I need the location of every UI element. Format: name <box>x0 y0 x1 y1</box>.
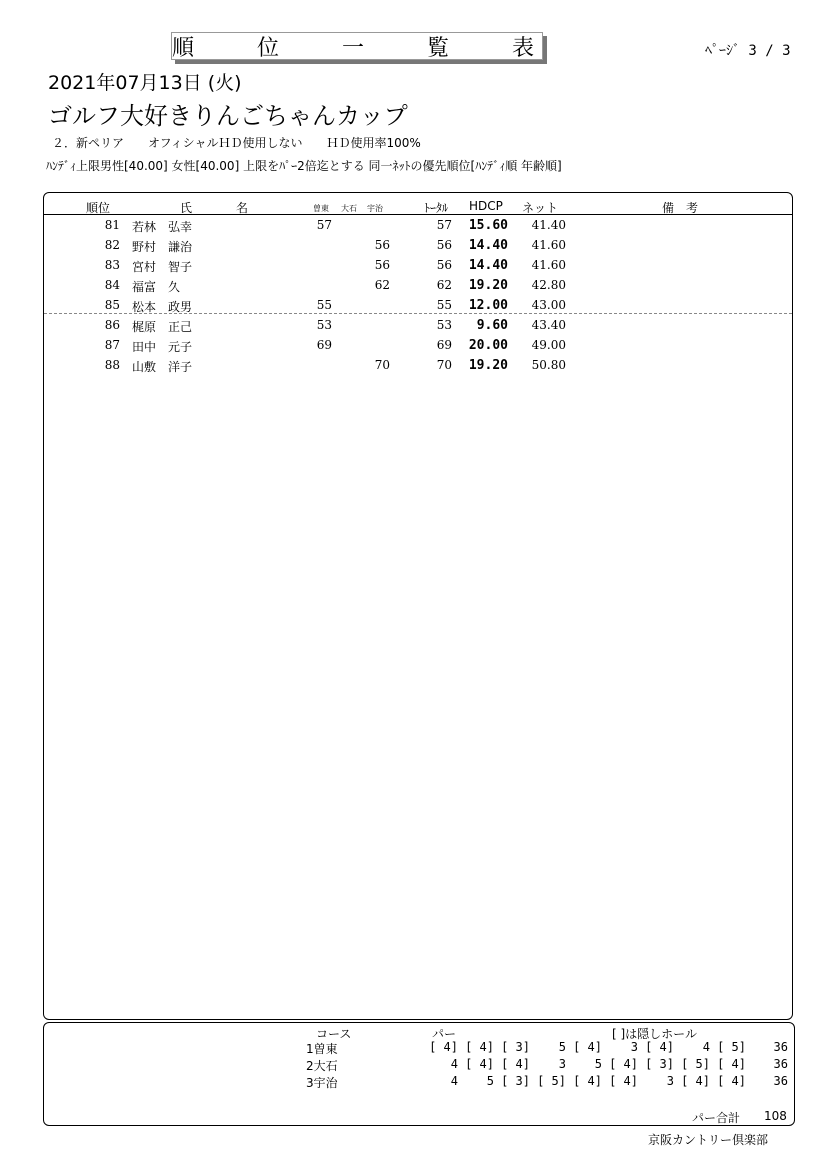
par-total-value: 108 <box>764 1109 787 1123</box>
rank-cell: 86 <box>104 318 120 332</box>
player-name: 野村 謙治 <box>132 240 193 254</box>
hole-par: [ 4] <box>465 1057 494 1071</box>
hdcp-cell: 9.60 <box>476 318 508 333</box>
hole-par: [ 3] <box>501 1040 530 1054</box>
results-table <box>43 192 793 1020</box>
hole-par: 3 <box>558 1057 566 1071</box>
hole-par: 4 <box>450 1074 458 1088</box>
player-name: 梶原 正己 <box>132 320 193 334</box>
total-cell: 55 <box>436 298 452 312</box>
group-divider <box>44 313 792 314</box>
hdcp-cell: 14.40 <box>468 238 508 253</box>
hole-par: [ 4] <box>429 1040 458 1054</box>
score-uj: 56 <box>374 238 390 252</box>
hole-par: 5 <box>558 1040 566 1054</box>
hole-par: 4 <box>450 1057 458 1071</box>
total-cell: 53 <box>436 318 452 332</box>
hole-par: [ 4] <box>465 1040 494 1054</box>
table-row <box>44 275 792 295</box>
score-uj: 62 <box>374 278 390 292</box>
club-name: 京阪カントリー倶楽部 <box>648 1133 769 1147</box>
hdcp-cell: 12.00 <box>468 298 508 313</box>
handicap-conditions: ﾊﾝﾃﾞｨ上限男性[40.00] 女性[40.00] 上限をﾊﾟｰ2倍迄とする 同一ﾈｯﾄの優先順位[ﾊﾝﾃﾞｨ順 年齢順] <box>46 159 562 173</box>
competition-name: ゴルフ大好きりんごちゃんカップ <box>48 102 408 130</box>
total-cell: 56 <box>436 238 452 252</box>
player-name: 福富 久 <box>132 280 181 294</box>
hole-par: 5 <box>594 1057 602 1071</box>
hole-par: [ 4] <box>645 1040 674 1054</box>
rank-cell: 88 <box>104 358 120 372</box>
course-name: 1曽東 <box>306 1042 338 1056</box>
hole-par: [ 4] <box>609 1057 638 1071</box>
net-cell: 42.80 <box>531 278 566 292</box>
hole-par: [ 4] <box>573 1074 602 1088</box>
hole-par: [ 5] <box>681 1057 710 1071</box>
hole-par: [ 5] <box>537 1074 566 1088</box>
par-header: パー <box>432 1027 457 1041</box>
rank-cell: 82 <box>104 238 120 252</box>
total-cell: 69 <box>436 338 452 352</box>
table-row <box>44 335 792 355</box>
page-number: ﾍﾟｰｼﾞ 3 / 3 <box>705 43 791 59</box>
hole-par: [ 4] <box>609 1074 638 1088</box>
total-cell: 70 <box>436 358 452 372</box>
player-name: 田中 元子 <box>132 340 193 354</box>
par-total-label: パー合計 <box>692 1111 741 1125</box>
net-cell: 41.60 <box>531 258 566 272</box>
net-cell: 41.40 <box>531 218 566 232</box>
table-row <box>44 215 792 235</box>
hole-par: [ 4] <box>717 1057 746 1071</box>
header-net: ネット <box>522 201 559 215</box>
header-rank: 順位 <box>86 201 111 215</box>
rank-cell: 84 <box>104 278 120 292</box>
scoring-conditions: ２．新ペリア オフィシャルＨＤ使用しない ＨＤ使用率100% <box>52 136 421 150</box>
player-name: 松本 政男 <box>132 300 193 314</box>
player-name: 若林 弘幸 <box>132 220 193 234</box>
hdcp-cell: 19.20 <box>468 278 508 293</box>
score-sg: 69 <box>316 338 332 352</box>
course-name: 2大石 <box>306 1059 338 1073</box>
table-row <box>44 315 792 335</box>
hole-par: [ 4] <box>681 1074 710 1088</box>
header-hdcp: HDCP <box>469 199 503 213</box>
score-sg: 57 <box>316 218 332 232</box>
net-cell: 49.00 <box>531 338 566 352</box>
hole-par: [ 5] <box>717 1040 746 1054</box>
rank-cell: 85 <box>104 298 120 312</box>
document-title: 順 位 一 覧 表 <box>171 32 543 60</box>
course-header: コース <box>316 1027 352 1041</box>
hdcp-cell: 20.00 <box>468 338 508 353</box>
rank-cell: 87 <box>104 338 120 352</box>
net-cell: 50.80 <box>531 358 566 372</box>
hole-par: [ 4] <box>501 1057 530 1071</box>
hole-par: 3 <box>666 1074 674 1088</box>
table-row <box>44 235 792 255</box>
player-name: 山敷 洋子 <box>132 360 193 374</box>
score-uj: 70 <box>374 358 390 372</box>
header-total: ﾄｰﾀﾙ <box>424 201 449 215</box>
total-cell: 57 <box>436 218 452 232</box>
hole-par: 5 <box>486 1074 494 1088</box>
hole-par: 4 <box>702 1040 710 1054</box>
rank-cell: 81 <box>104 218 120 232</box>
table-row <box>44 355 792 375</box>
score-sg: 55 <box>316 298 332 312</box>
hidden-hole-note: [ ]は隠しホール <box>612 1027 697 1041</box>
course-par-total: 36 <box>773 1040 788 1054</box>
header-course-uj: 宇治 <box>367 204 383 213</box>
player-name: 宮村 智子 <box>132 260 193 274</box>
hole-par: 3 <box>630 1040 638 1054</box>
hdcp-cell: 19.20 <box>468 358 508 373</box>
hole-par: [ 3] <box>501 1074 530 1088</box>
header-course-sg: 曽東 <box>313 204 329 213</box>
hole-par: [ 4] <box>717 1074 746 1088</box>
hole-par: [ 3] <box>645 1057 674 1071</box>
course-par-total: 36 <box>773 1057 788 1071</box>
hole-par: [ 4] <box>573 1040 602 1054</box>
table-row <box>44 255 792 275</box>
header-name-first: 氏 <box>180 201 193 215</box>
course-par-total: 36 <box>773 1074 788 1088</box>
hdcp-cell: 15.60 <box>468 218 508 233</box>
header-course-oi: 大石 <box>341 204 357 213</box>
hdcp-cell: 14.40 <box>468 258 508 273</box>
course-name: 3宇治 <box>306 1076 338 1090</box>
total-cell: 62 <box>436 278 452 292</box>
net-cell: 43.40 <box>531 318 566 332</box>
header-remarks: 備 考 <box>662 201 699 215</box>
net-cell: 41.60 <box>531 238 566 252</box>
total-cell: 56 <box>436 258 452 272</box>
rank-cell: 83 <box>104 258 120 272</box>
course-par-table <box>43 1022 795 1126</box>
event-date: 2021年07月13日 (火) <box>48 72 242 94</box>
score-sg: 53 <box>316 318 332 332</box>
table-row <box>44 295 792 315</box>
net-cell: 43.00 <box>531 298 566 312</box>
score-uj: 56 <box>374 258 390 272</box>
header-name-last: 名 <box>236 201 249 215</box>
